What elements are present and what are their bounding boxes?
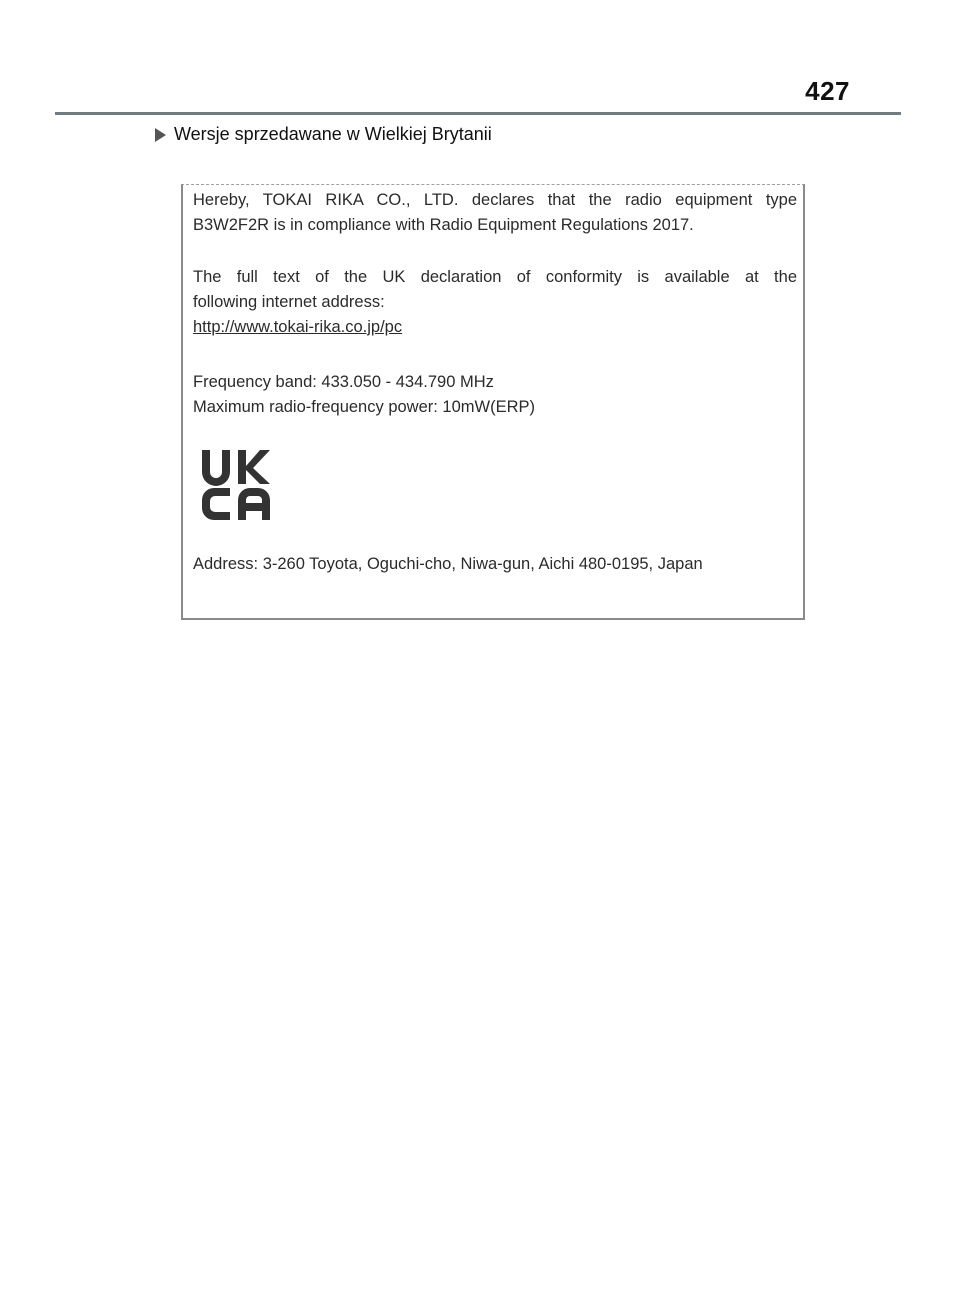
ukca-mark-icon	[200, 448, 272, 522]
page-number: 427	[805, 76, 850, 106]
section-heading-text: Wersje sprzedawane w Wielkiej Brytanii	[174, 124, 492, 144]
header-rule	[55, 112, 901, 115]
section-heading	[155, 124, 492, 145]
triangle-right-icon	[155, 128, 166, 142]
declaration-line-1: Hereby, TOKAI RIKA CO., LTD. declares that the radio equipment type	[193, 191, 797, 209]
conformity-line-1: The full text of the UK declaration of conformity is available at the	[193, 268, 797, 286]
declaration-paragraph	[193, 188, 797, 238]
max-power: Maximum radio-frequency power: 10mW(ERP)	[193, 398, 536, 416]
manufacturer-address: Address: 3-260 Toyota, Oguchi-cho, Niwa-gun, Aichi 480-0195, Japan	[193, 555, 703, 573]
conformity-line-2: following internet address:	[193, 293, 385, 311]
conformity-paragraph	[193, 265, 797, 340]
declaration-line-2: B3W2F2R is in compliance with Radio Equipment Regulations 2017.	[193, 216, 694, 234]
frequency-band: Frequency band: 433.050 - 434.790 MHz	[193, 373, 494, 391]
conformity-url-link[interactable]: http://www.tokai-rika.co.jp/pc	[193, 318, 403, 336]
radio-specs	[193, 370, 535, 420]
